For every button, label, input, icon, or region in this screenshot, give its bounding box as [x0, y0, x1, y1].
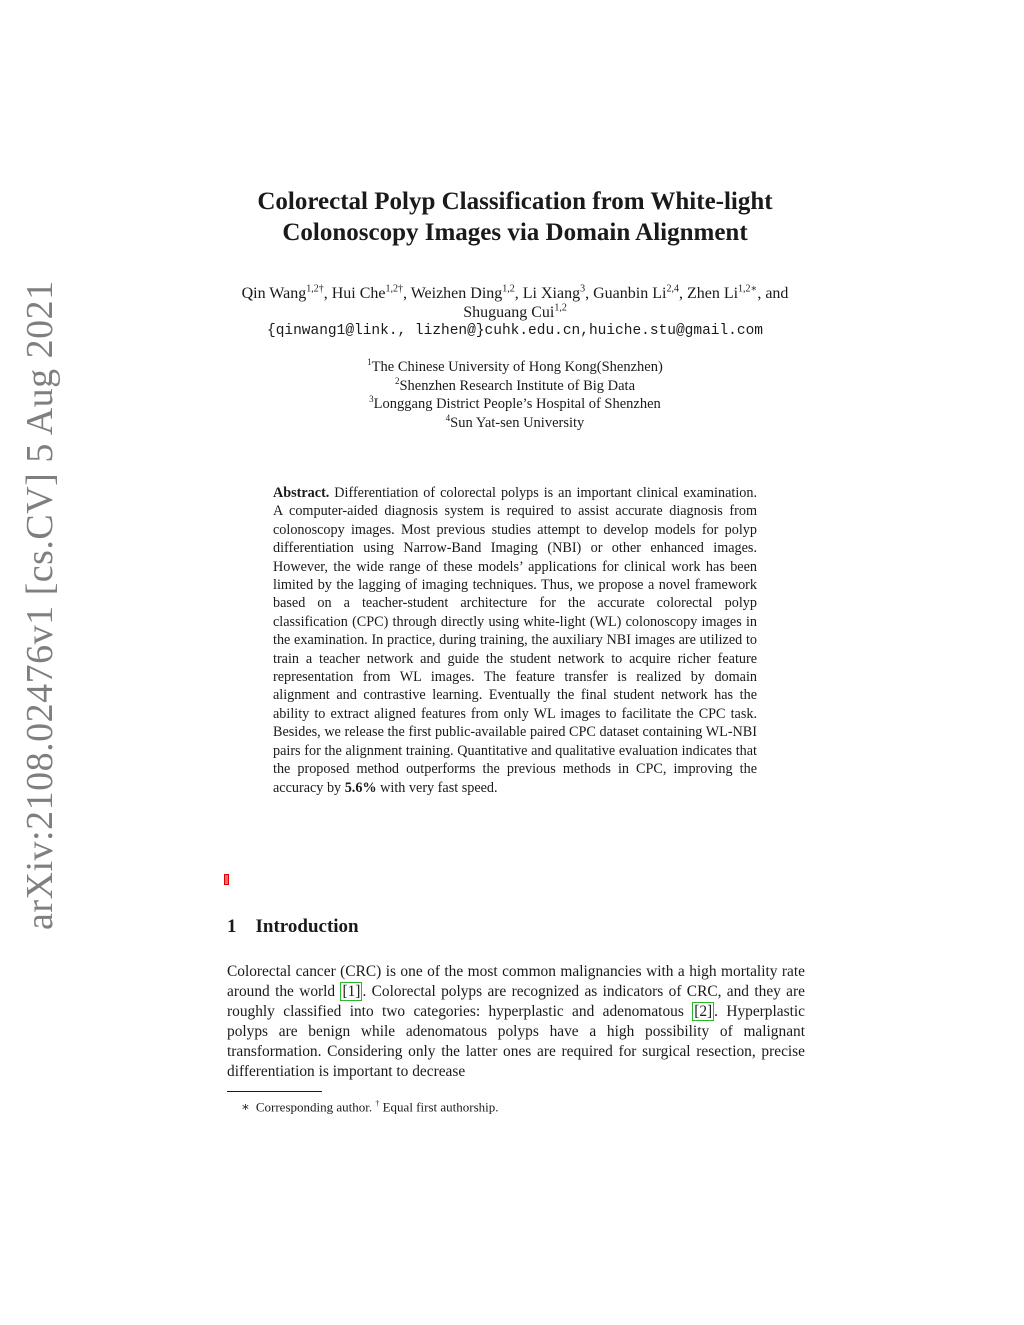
paper-title — [180, 186, 850, 248]
citation-link-1[interactable]: [1] — [342, 983, 361, 1000]
red-marker — [224, 874, 229, 885]
section-number: 1 — [227, 916, 237, 937]
title-line-1: Colorectal Polyp Classification from White-light — [257, 188, 773, 215]
affiliation — [250, 358, 780, 377]
footnote-corresponding: Corresponding author. — [255, 1099, 373, 1115]
affiliation — [250, 395, 780, 414]
abstract — [273, 484, 757, 797]
abstract-label: Abstract. — [273, 485, 330, 501]
citation-link-2[interactable]: [2] — [694, 1003, 713, 1020]
abstract-body: Differentiation of colorectal polyps is an important clinical examination. A computer-aided diagnosis system is required to assist accurate diagnosis from colonoscopy images. Most previous studies attempt to develop models for polyp differentiation using Narrow-Band Imaging (NBI) or other enhanced images. However, the wide range of these models’ applications for clinical work has been limited by the lagging of imaging techniques. Thus, we propose a novel framework based on a teacher-student architecture for the accurate colorectal polyp classification (CPC) through directly using white-light (WL) colonoscopy images in the examination. In practice, during training, the auxiliary NBI images are utilized to train a teacher network and guide the student network to acquire richer feature representation from WL images. The feature transfer is realized by domain alignment and contrastive learning. Eventually the final student network has the ability to extract aligned features from only WL images to facilitate the CPC task. Besides, we release the first public-available paired CPC dataset containing WL-NBI pairs for the alignment training. Quantitative and qualitative evaluation indicates that the proposed method outperforms the previous methods in CPC, improving the accuracy by — [273, 485, 757, 796]
author-list: Qin Wang$^{1,2\dagger}$, Hui Che$^{1,2\dagger}$, Weizhen Ding$^{1,2}$, Li Xiang$^3$, Guanbin Li$^{2,4}$, Zhen $Li^{1,2∗}$, and Shuguang Cui$^{1,2}$ — [241, 283, 789, 321]
affiliation-list — [250, 358, 780, 432]
affiliation — [250, 377, 780, 396]
affiliation-number: 3 — [369, 394, 374, 405]
affiliation-number: 1 — [367, 357, 372, 368]
abstract-highlight: 5.6% — [344, 779, 377, 796]
affiliation-text: Longgang District People’s Hospital of Shenzhen — [373, 396, 661, 412]
author-name: Shuguang Cui — [463, 304, 555, 321]
arxiv-identifier: arXiv:2108.02476v1 [cs.CV] 5 Aug 2021 — [19, 280, 61, 930]
affiliation-text: The Chinese University of Hong Kong(Shenzhen) — [371, 359, 663, 375]
affiliation — [250, 414, 780, 433]
footnote — [227, 1096, 499, 1115]
author-name: Qin Wang — [241, 285, 307, 302]
author-affil: 2,4 — [666, 283, 679, 295]
author-affil: 1,2 — [502, 283, 515, 295]
author-name: Zhen Li — [686, 285, 739, 302]
section-heading — [227, 916, 359, 938]
author-name: Weizhen Ding — [410, 285, 503, 302]
affiliation-number: 4 — [445, 412, 451, 423]
section-title: Introduction — [255, 916, 359, 937]
footnote-dagger: † — [375, 1099, 380, 1108]
footnote-divider — [227, 1091, 322, 1092]
footnote-equal: Equal first authorship. — [382, 1099, 499, 1115]
author-affil: 1,2∗ — [738, 283, 758, 295]
affiliation-number: 2 — [394, 375, 400, 386]
author-affil: 1,2† — [306, 283, 324, 295]
title-line-2: Colonoscopy Images via Domain Alignment — [282, 219, 748, 246]
abstract-ending: with very fast speed. — [380, 779, 498, 796]
author-affil: 1,2 — [554, 302, 567, 314]
author-affil: 3 — [580, 283, 586, 295]
intro-text-3: . Hyperplastic polyps are benign while adenomatous polyps have a high possibility of malignant transformation. Considering only the latter ones are required for surgical resection, precise differentiation is important to decrease — [227, 1003, 805, 1080]
author-name: Guanbin Li — [593, 285, 667, 302]
affiliation-text: Sun Yat-sen University — [450, 414, 585, 431]
intro-paragraph — [227, 962, 805, 1082]
author-emails: {qinwang1@link., lizhen@}cuhk.edu.cn,huiche.stu@gmail.com — [267, 323, 763, 339]
intro-text-2: . Colorectal polyps are recognized as indicators of CRC, and they are roughly classified into two categories: hyperplastic and adenomatous — [227, 983, 805, 1020]
intro-text-1: Colorectal cancer (CRC) is one of the most common malignancies with a high mortality rate around the world — [227, 963, 805, 1000]
author-name: Li Xiang — [522, 285, 581, 302]
author-affil: 1,2† — [385, 283, 403, 295]
affiliation-text: Shenzhen Research Institute of Big Data — [399, 377, 636, 394]
author-name: Hui Che — [331, 285, 386, 302]
footnote-star: ∗ — [241, 1099, 250, 1115]
